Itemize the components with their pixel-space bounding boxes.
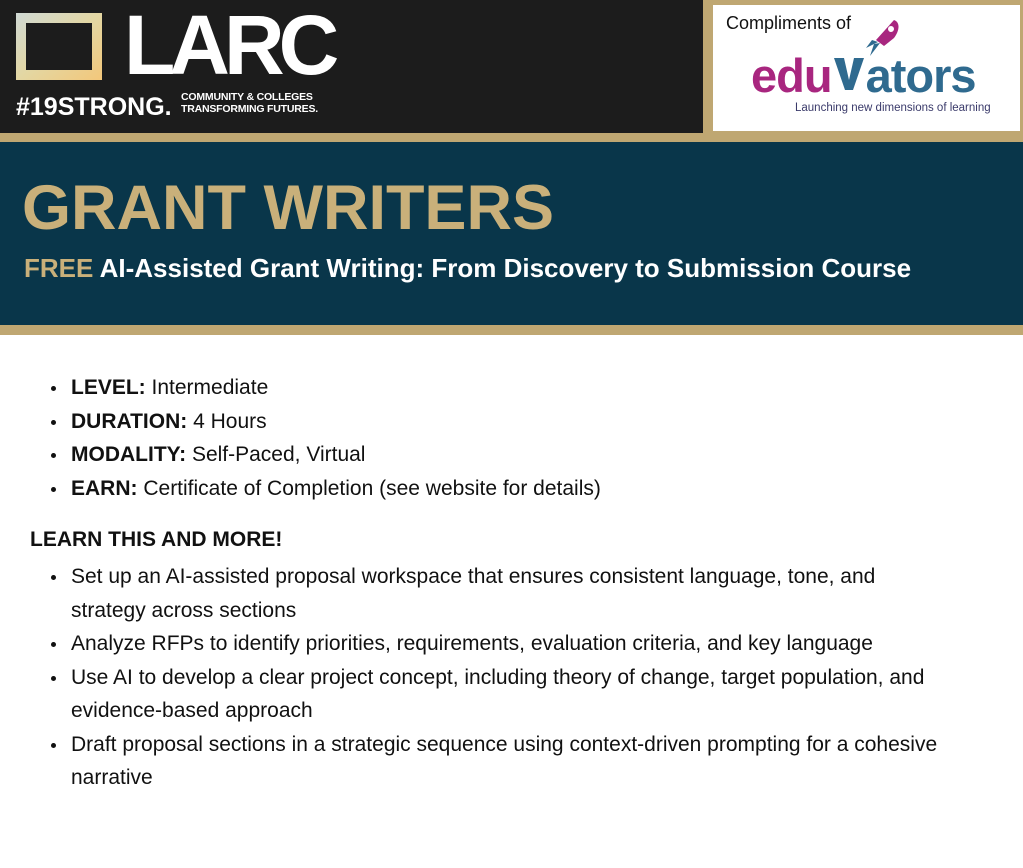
course-title <box>24 253 911 284</box>
eduvators-logo <box>751 51 976 101</box>
sponsor-panel <box>713 5 1020 131</box>
learn-heading: LEARN THIS AND MORE! <box>30 528 283 551</box>
banner-gold-rule <box>0 325 1023 335</box>
course-name: AI-Assisted Grant Writing: From Discovery to Submission Course <box>99 253 912 283</box>
course-details <box>0 335 1023 789</box>
community-tagline <box>181 92 318 115</box>
list-item: Use AI to develop a clear project concept, including theory of change, target population, and evidence-based approach <box>71 661 951 728</box>
list-item <box>71 371 601 405</box>
larc-square-logo-icon <box>16 13 102 80</box>
fact-label: EARN: <box>71 476 138 500</box>
list-item: Analyze RFPs to identify priorities, requirements, evaluation criteria, and key language <box>71 627 951 661</box>
sponsor-tagline: Launching new dimensions of learning <box>795 102 991 114</box>
list-item <box>71 438 601 472</box>
fact-label: DURATION: <box>71 409 188 433</box>
fact-value: 4 Hours <box>193 409 267 433</box>
fact-label: MODALITY: <box>71 443 187 466</box>
list-item: Draft proposal sections in a strategic sequence using context-driven prompting for a cohesive narrative <box>71 728 951 795</box>
larc-header-panel <box>0 0 703 133</box>
fact-label: LEVEL: <box>71 376 146 399</box>
fact-value: Intermediate <box>151 376 269 399</box>
sponsor-name-part2: ators <box>865 49 976 102</box>
learn-list <box>71 560 951 795</box>
larc-logo-text: LARC <box>124 0 334 92</box>
free-label: FREE <box>24 253 94 283</box>
sponsor-v-mark-icon <box>832 52 866 92</box>
compliments-label: Compliments of <box>726 13 852 33</box>
community-tagline-line1: COMMUNITY & COLLEGES <box>181 91 313 103</box>
list-item <box>71 405 601 439</box>
course-facts-list <box>71 371 601 505</box>
strong-tagline: #19STRONG. <box>16 93 172 121</box>
list-item <box>71 472 601 506</box>
sponsor-name-part1: edu <box>751 49 832 102</box>
list-item: Set up an AI-assisted proposal workspace that ensures consistent language, tone, and strategy across sections <box>71 560 951 627</box>
page-title: GRANT WRITERS <box>22 173 554 243</box>
community-tagline-line2: TRANSFORMING FUTURES. <box>181 102 318 115</box>
fact-value: Certificate of Completion (see website for details) <box>143 476 601 500</box>
fact-value: Self-Paced, Virtual <box>191 443 366 466</box>
